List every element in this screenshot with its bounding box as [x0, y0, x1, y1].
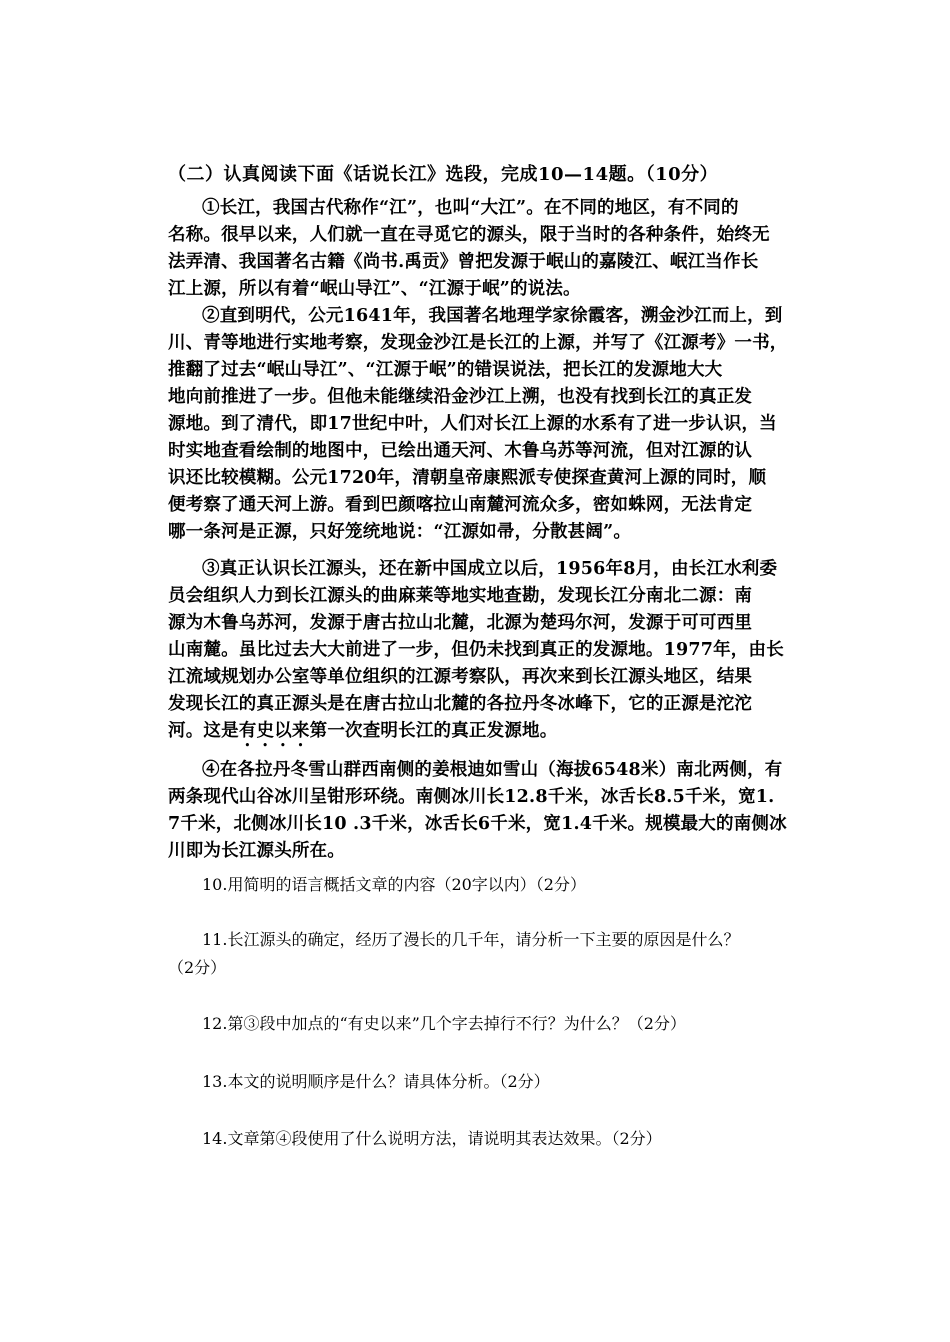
emphasized-phrase: 有史以来: [238, 721, 310, 741]
question-11: 11.长江源头的确定，经历了漫长的几千年，请分析一下主要的原因是什么？: [202, 930, 740, 949]
paragraph-1-line: ①长江，我国古代称作“江”，也叫“大江”。在不同的地区，有不同的: [202, 198, 739, 218]
paragraph-4-line: 7千米，北侧冰川长10 .3千米，冰舌长6千米，宽1.4千米。规模最大的南侧冰: [168, 814, 787, 834]
paragraph-2-line: 推翻了过去“岷山导江”、“江源于岷”的错误说法，把长江的发源地大大: [168, 360, 723, 380]
paragraph-4-line: 两条现代山谷冰川呈钳形环绕。南侧冰川长12.8千米，冰舌长8.5千米，宽1.: [168, 787, 775, 807]
paragraph-2-line: 源地。到了清代，即17世纪中叶，人们对长江上源的水系有了进一步认识，当: [168, 414, 777, 434]
line-text-after: 第一次查明长江的真正发源地。: [309, 721, 558, 741]
paragraph-2-line: 时实地查看绘制的地图中，已绘出通天河、木鲁乌苏等河流，但对江源的认: [168, 441, 753, 461]
line-text-before: 河。这是: [168, 721, 239, 741]
question-10: 10.用简明的语言概括文章的内容（20字以内）（2分）: [202, 875, 586, 894]
paragraph-3-last-line: [168, 719, 557, 751]
paragraph-2-line: 哪一条河是正源，只好笼统地说：“江源如帚，分散甚阔”。: [168, 522, 632, 542]
paragraph-1-line: 江上源，所以有着“岷山导江”、“江源于岷”的说法。: [168, 279, 581, 299]
paragraph-3-line: 江流域规划办公室等单位组织的江源考察队，再次来到长江源头地区，结果: [168, 667, 753, 687]
question-14: 14.文章第④段使用了什么说明方法，请说明其表达效果。（2分）: [202, 1129, 662, 1148]
paragraph-2-line: 地向前推进了一步。但他未能继续沿金沙江上溯，也没有找到长江的真正发: [168, 387, 753, 407]
paragraph-1-line: 名称。很早以来，人们就一直在寻觅它的源头，限于当时的各种条件，始终无: [168, 225, 770, 245]
paragraph-1-line: 法弄清、我国著名古籍《尚书.禹贡》曾把发源于岷山的嘉陵江、岷江当作长: [168, 252, 759, 272]
paragraph-3-line: ③真正认识长江源头，还在新中国成立以后，1956年8月，由长江水利委: [202, 559, 778, 579]
paragraph-3-line: 山南麓。虽比过去大大前进了一步，但仍未找到真正的发源地。1977年，由长: [168, 640, 784, 660]
paragraph-2-line: 便考察了通天河上游。看到巴颜喀拉山南麓河流众多，密如蛛网，无法肯定: [168, 495, 753, 515]
paragraph-4-line: 川即为长江源头所在。: [168, 841, 345, 861]
paragraph-3-line: 发现长江的真正源头是在唐古拉山北麓的各拉丹冬冰峰下，它的正源是沱沱: [168, 694, 753, 714]
paragraph-3-line: 员会组织人力到长江源头的曲麻莱等地实地查勘，发现长江分南北二源：南: [168, 586, 753, 606]
paragraph-2-line: ②直到明代，公元1641年，我国著名地理学家徐霞客，溯金沙江而上，到: [202, 306, 783, 326]
paragraph-2-line: 川、青等地进行实地考察，发现金沙江是长江的上源，并写了《江源考》一书，: [168, 333, 788, 353]
question-12: 12.第③段中加点的“有史以来”几个字去掉行不行？为什么？（2分）: [202, 1014, 686, 1033]
paragraph-3-line: 源为木鲁乌苏河，发源于唐古拉山北麓，北源为楚玛尔河，发源于可可西里: [168, 613, 753, 633]
paragraph-4-line: ④在各拉丹冬雪山群西南侧的姜根迪如雪山（海拔6548米）南北两侧，有: [202, 760, 783, 780]
question-11-score: （2分）: [168, 958, 227, 977]
paragraph-2-line: 识还比较模糊。公元1720年，清朝皇帝康熙派专使探查黄河上源的同时，顺: [168, 468, 767, 488]
question-13: 13.本文的说明顺序是什么？请具体分析。（2分）: [202, 1072, 550, 1091]
section-heading: （二）认真阅读下面《话说长江》选段，完成10—14题。（10分）: [168, 164, 719, 185]
